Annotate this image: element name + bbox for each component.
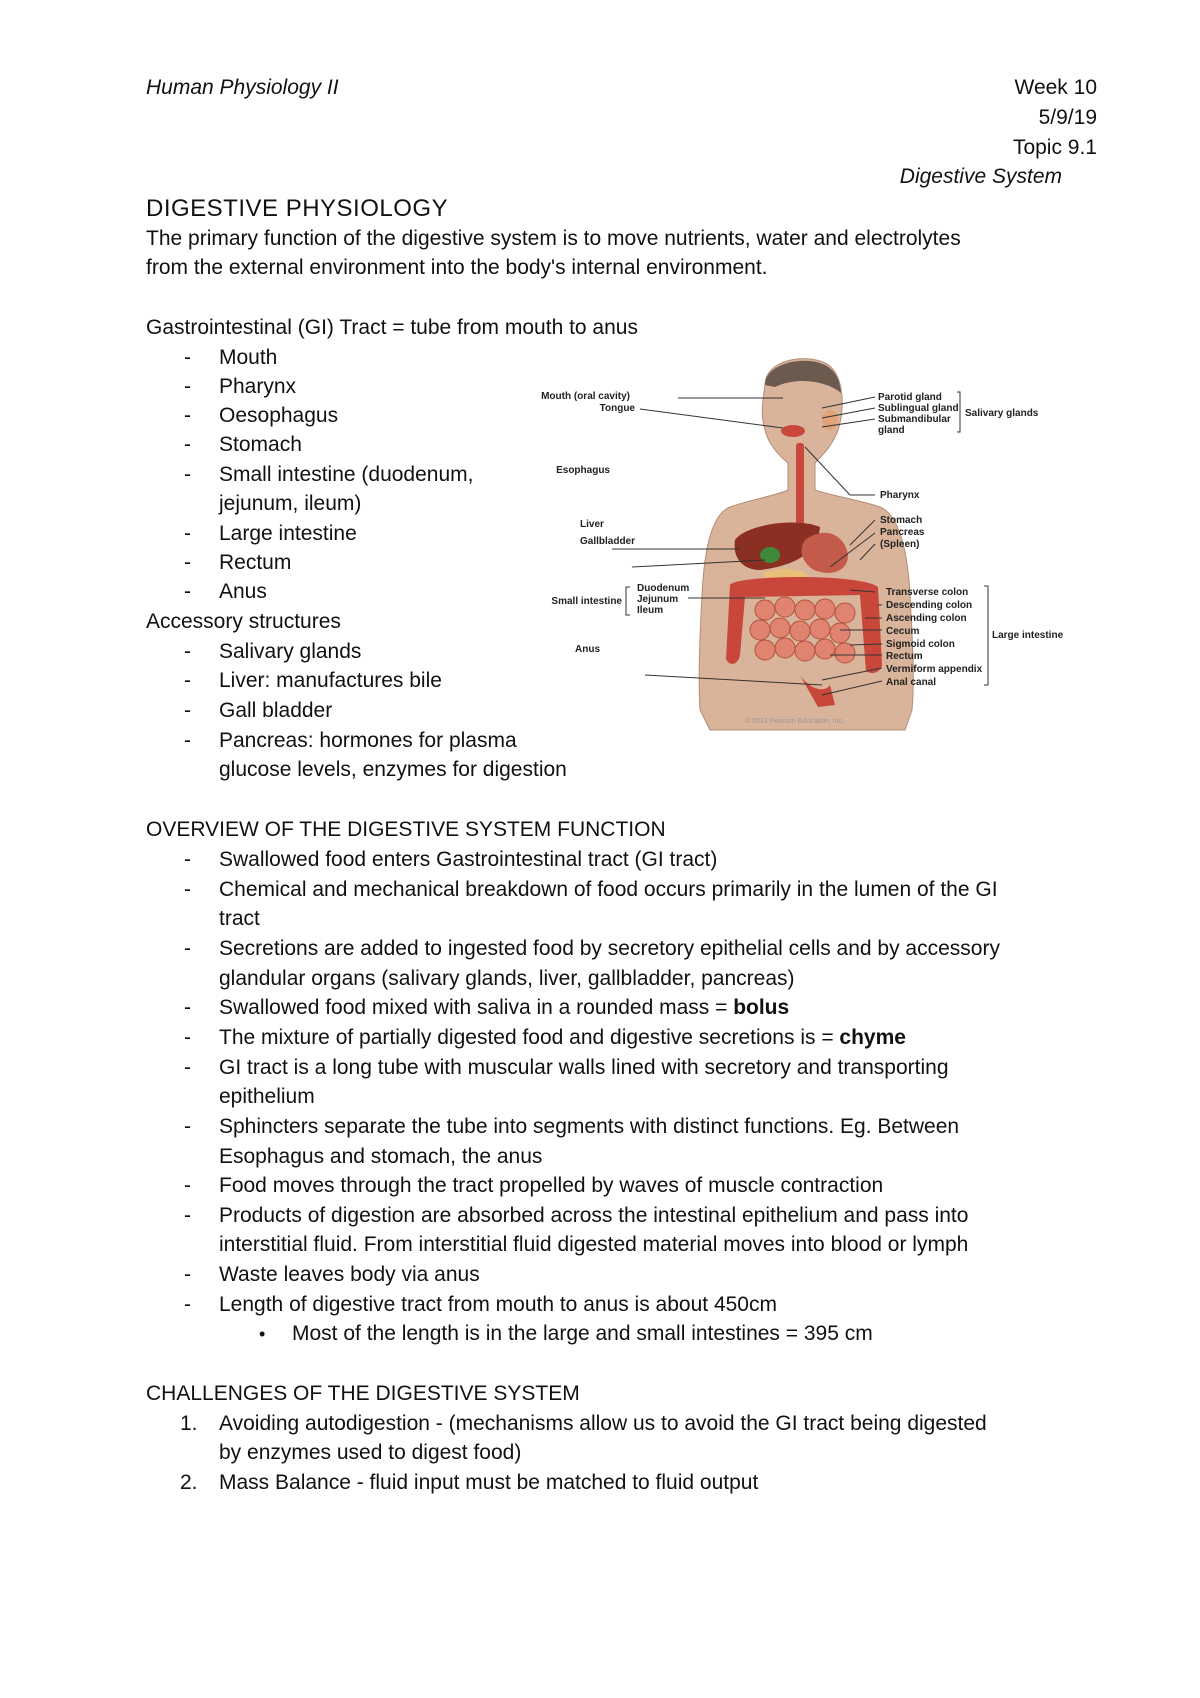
overview-line: Chemical and mechanical breakdown of food occurs primarily in the lumen of the GI [219,878,998,901]
course-title: Human Physiology II [146,76,339,99]
overview-subline: Most of the length is in the large and small intestines = 395 cm [292,1322,873,1345]
topic-label: Topic 9.1 [1012,136,1097,159]
label-ileum: Ileum [637,605,664,616]
week-label: Week 10 [1014,76,1097,99]
label-ascending-colon: Ascending colon [886,613,967,624]
term-bolus: bolus [733,996,790,1019]
list-item: Rectum [219,551,292,574]
label-pharynx: Pharynx [880,490,920,501]
list-item: Mouth [219,346,278,369]
label-esophagus: Esophagus [556,465,610,476]
dash-marker: - [184,1174,191,1197]
challenge-line: Mass Balance - fluid input must be matched to fluid output [219,1471,759,1494]
overview-line-continuation: epithelium [219,1085,315,1108]
label-gallbladder: Gallbladder [580,536,636,547]
overview-line: Swallowed food enters Gastrointestinal tract (GI tract) [219,848,718,871]
overview-line: Sphincters separate the tube into segments with distinct functions. Eg. Between [219,1115,960,1138]
label-liver: Liver [580,519,604,530]
challenge-line-continuation: by enzymes used to digest food) [219,1441,522,1464]
dash-marker: - [184,580,191,603]
label-sublingual-gland: Sublingual gland [878,403,959,414]
section-heading-overview: OVERVIEW OF THE DIGESTIVE SYSTEM FUNCTION [146,818,666,841]
term-chyme: chyme [839,1026,906,1049]
dash-marker: - [184,996,191,1019]
list-item: Pharynx [219,375,297,398]
figure-copyright: © 2013 Pearson Education, Inc. [745,718,844,725]
dash-marker: - [184,375,191,398]
label-duodenum: Duodenum [637,583,690,594]
list-item-continuation: jejunum, ileum) [219,492,362,515]
dash-marker: - [184,848,191,871]
chyme-line-text: The mixture of partially digested food and digestive secretions is = [219,1026,840,1049]
dash-marker: - [184,1026,191,1049]
label-anus: Anus [575,644,600,655]
dash-marker: - [184,878,191,901]
dash-marker: - [184,640,191,663]
list-item: Salivary glands [219,640,362,663]
list-item-continuation: glucose levels, enzymes for digestion [219,758,567,781]
label-vermiform-appendix: Vermiform appendix [886,664,983,675]
dash-marker: - [184,463,191,486]
overview-line [219,1024,906,1052]
label-large-intestine: Large intestine [992,630,1064,641]
label-transverse-colon: Transverse colon [886,587,969,598]
dash-marker: - [184,1263,191,1286]
dash-marker: - [184,1115,191,1138]
bolus-line-text: Swallowed food mixed with saliva in a rounded mass = [219,996,734,1019]
challenge-line: Avoiding autodigestion - (mechanisms allow us to avoid the GI tract being digested [219,1412,987,1435]
label-cecum: Cecum [886,626,920,637]
intro-text-line-1: The primary function of the digestive system is to move nutrients, water and electrolytes [146,227,961,250]
list-item: Oesophagus [219,404,339,427]
number-marker: 1. [180,1412,198,1435]
label-pancreas: Pancreas [880,527,925,538]
subject-label: Digestive System [899,165,1062,188]
dash-marker: - [184,522,191,545]
dash-marker: - [184,699,191,722]
overview-line: Waste leaves body via anus [219,1263,480,1286]
figure-left-labels [541,391,689,655]
accessory-heading: Accessory structures [146,610,341,633]
label-parotid-gland: Parotid gland [878,392,942,403]
label-spleen: (Spleen) [880,539,920,550]
overview-line [219,994,789,1022]
label-mouth: Mouth (oral cavity) [541,391,630,402]
overview-line: Secretions are added to ingested food by secretory epithelial cells and by accessory [219,937,1000,960]
section-heading-digestive-physiology: DIGESTIVE PHYSIOLOGY [146,195,449,222]
overview-line-continuation: tract [219,907,260,930]
dash-marker: - [184,669,191,692]
label-tongue: Tongue [599,403,635,414]
list-item: Anus [219,580,267,603]
dash-marker: - [184,1293,191,1316]
label-jejunum: Jejunum [637,594,679,605]
overview-line: GI tract is a long tube with muscular walls lined with secretory and transporting [219,1056,949,1079]
list-item: Pancreas: hormones for plasma [219,729,517,752]
dash-marker: - [184,346,191,369]
section-heading-challenges: CHALLENGES OF THE DIGESTIVE SYSTEM [146,1382,580,1405]
gi-tract-heading: Gastrointestinal (GI) Tract = tube from mouth to anus [146,316,638,339]
number-marker: 2. [180,1471,198,1494]
overview-line: Products of digestion are absorbed across the intestinal epithelium and pass into [219,1204,969,1227]
digestive-system-figure [541,355,1120,735]
dash-marker: - [184,937,191,960]
label-descending-colon: Descending colon [886,600,973,611]
dash-marker: - [184,433,191,456]
list-item: Gall bladder [219,699,333,722]
label-anal-canal: Anal canal [886,677,937,688]
list-item: Large intestine [219,522,357,545]
label-stomach: Stomach [880,515,923,526]
label-sigmoid-colon: Sigmoid colon [886,639,955,650]
dash-marker: - [184,551,191,574]
list-item: Small intestine (duodenum, [219,463,474,486]
label-gland: gland [878,425,905,436]
overview-line-continuation: interstitial fluid. From interstitial fluid digested material moves into blood or lymph [219,1233,969,1256]
label-salivary-glands: Salivary glands [965,408,1039,419]
label-small-intestine: Small intestine [551,596,622,607]
overview-line-continuation: glandular organs (salivary glands, liver, gallbladder, pancreas) [219,967,795,990]
intro-text-line-2: from the external environment into the body's internal environment. [146,256,768,279]
dash-marker: - [184,1204,191,1227]
date-label: 5/9/19 [1038,106,1097,129]
dash-marker: - [184,1056,191,1079]
overview-line-continuation: Esophagus and stomach, the anus [219,1145,543,1168]
overview-line: Length of digestive tract from mouth to anus is about 450cm [219,1293,777,1316]
label-rectum: Rectum [886,651,923,662]
dash-marker: - [184,729,191,752]
list-item: Liver: manufactures bile [219,669,442,692]
list-item: Stomach [219,433,302,456]
label-submandibular: Submandibular [878,414,951,425]
bullet-marker: • [259,1324,266,1344]
overview-line: Food moves through the tract propelled by waves of muscle contraction [219,1174,884,1197]
dash-marker: - [184,404,191,427]
